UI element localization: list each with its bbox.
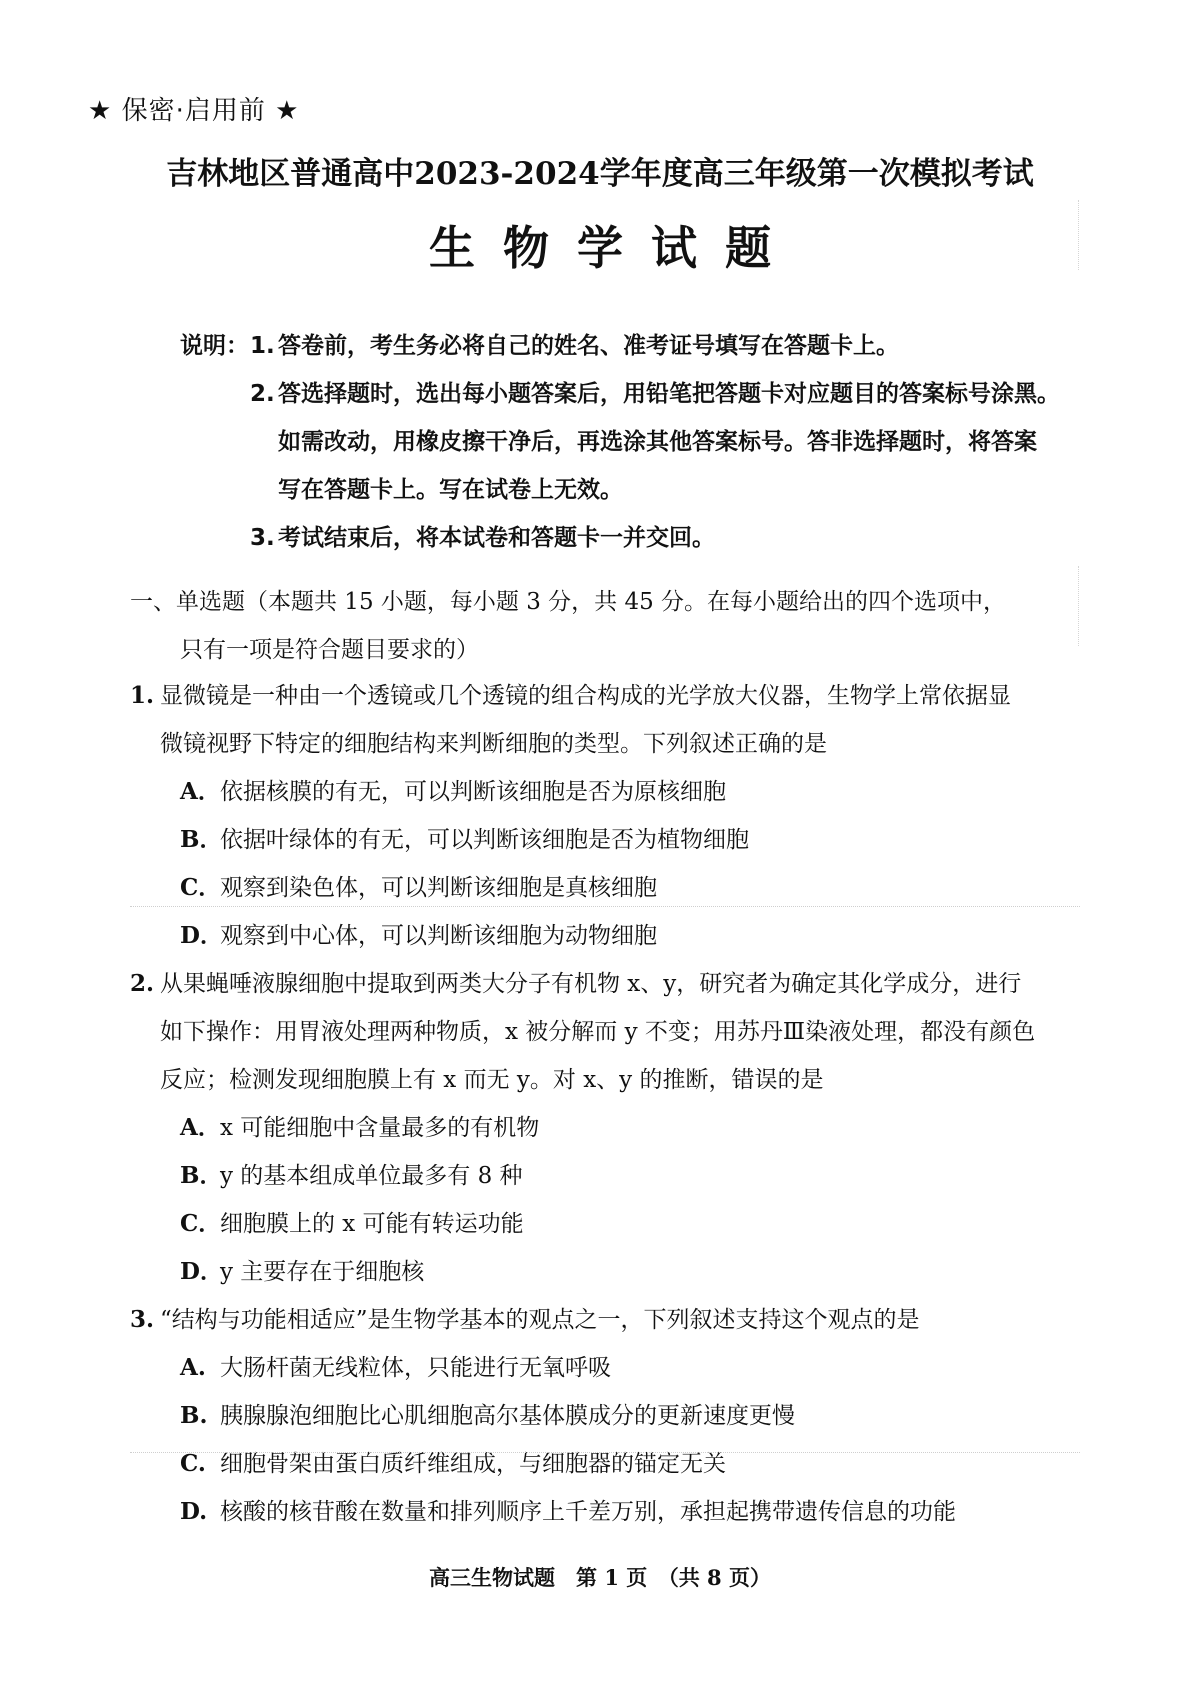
option-letter: A． xyxy=(180,1114,221,1141)
option-d xyxy=(130,912,1090,960)
option-d xyxy=(130,1248,1090,1296)
option-c xyxy=(130,1200,1090,1248)
scan-guide-line xyxy=(1078,566,1079,646)
option-text: 细胞骨架由蛋白质纤维组成，与细胞器的锚定无关 xyxy=(220,1451,726,1477)
option-text: y 的基本组成单位最多有 8 种 xyxy=(220,1163,523,1189)
instruction-number: 2. xyxy=(250,381,275,407)
option-a xyxy=(130,1344,1090,1392)
option-b xyxy=(130,1392,1090,1440)
instruction-continuation: 如需改动，用橡皮擦干净后，再选涂其他答案标号。答非选择题时，将答案 xyxy=(278,429,1037,455)
instruction-text: 考试结束后，将本试卷和答题卡一并交回。 xyxy=(278,525,715,551)
question-number: 2. xyxy=(130,970,155,997)
scan-guide-line xyxy=(1078,200,1079,270)
option-letter: B. xyxy=(180,1402,208,1429)
question-number: 1. xyxy=(130,682,155,709)
section-heading xyxy=(130,578,1090,674)
scan-guide-line xyxy=(130,1452,1080,1453)
option-c xyxy=(130,1440,1090,1488)
section-heading-line: 只有一项是符合题目要求的） xyxy=(180,637,479,663)
option-letter: C． xyxy=(180,874,222,901)
question-text-continuation: 微镜视野下特定的细胞结构来判断细胞的类型。下列叙述正确的是 xyxy=(160,731,827,757)
option-text: 大肠杆菌无线粒体，只能进行无氧呼吸 xyxy=(220,1355,611,1381)
instruction-item xyxy=(180,322,1100,370)
instruction-number: 3. xyxy=(250,525,275,551)
option-letter: D. xyxy=(180,1498,208,1525)
option-text: 依据叶绿体的有无，可以判断该细胞是否为植物细胞 xyxy=(220,827,749,853)
option-text: x 可能细胞中含量最多的有机物 xyxy=(220,1115,540,1141)
instruction-text: 答选择题时，选出每小题答案后，用铅笔把答题卡对应题目的答案标号涂黑。 xyxy=(278,381,1060,407)
exam-title: 吉林地区普通高中2023-2024学年度高三年级第一次模拟考试 xyxy=(166,156,1034,192)
question-text-continuation: 反应；检测发现细胞膜上有 x 而无 y。对 x、y 的推断，错误的是 xyxy=(160,1067,824,1093)
question-number: 3. xyxy=(130,1306,155,1333)
instruction-text: 答卷前，考生务必将自己的姓名、准考证号填写在答题卡上。 xyxy=(278,333,899,359)
option-text: 核酸的核苷酸在数量和排列顺序上千差万别，承担起携带遗传信息的功能 xyxy=(220,1499,956,1525)
question-1 xyxy=(130,672,1090,960)
option-c xyxy=(130,864,1090,912)
scan-guide-line xyxy=(130,906,1080,907)
option-letter: A． xyxy=(180,778,221,805)
question-stem xyxy=(130,1296,1090,1344)
instructions-label: 说明： xyxy=(180,333,249,359)
instruction-item xyxy=(180,514,1100,562)
option-a xyxy=(130,768,1090,816)
question-text: “结构与功能相适应”是生物学基本的观点之一，下列叙述支持这个观点的是 xyxy=(160,1307,920,1333)
question-list xyxy=(130,672,1090,1536)
question-2 xyxy=(130,960,1090,1296)
question-text: 从果蝇唾液腺细胞中提取到两类大分子有机物 x、y，研究者为确定其化学成分，进行 xyxy=(160,971,1022,997)
option-text: 细胞膜上的 x 可能有转运功能 xyxy=(220,1211,524,1237)
option-text: 依据核膜的有无，可以判断该细胞是否为原核细胞 xyxy=(220,779,726,805)
option-letter: D． xyxy=(180,922,223,949)
instruction-continuation: 写在答题卡上。写在试卷上无效。 xyxy=(278,477,623,503)
option-text: 观察到染色体，可以判断该细胞是真核细胞 xyxy=(220,875,657,901)
question-stem xyxy=(130,672,1090,720)
page-footer: 高三生物试题 第 1 页 （共 8 页） xyxy=(429,1565,771,1590)
option-letter: C. xyxy=(180,1450,206,1477)
option-letter: B． xyxy=(180,1162,223,1189)
question-stem xyxy=(130,960,1090,1008)
option-letter: A. xyxy=(180,1354,206,1381)
option-a xyxy=(130,1104,1090,1152)
option-letter: D． xyxy=(180,1258,223,1285)
question-3 xyxy=(130,1296,1090,1536)
subject-title: 生物学试题 xyxy=(429,221,799,275)
option-letter: B． xyxy=(180,826,223,853)
question-text-continuation: 如下操作：用胃液处理两种物质，x 被分解而 y 不变；用苏丹Ⅲ染液处理，都没有颜色 xyxy=(160,1019,1036,1045)
option-letter: C． xyxy=(180,1210,222,1237)
option-b xyxy=(130,816,1090,864)
instructions xyxy=(180,322,1100,562)
option-text: 胰腺腺泡细胞比心肌细胞高尔基体膜成分的更新速度更慢 xyxy=(220,1403,795,1429)
instruction-item xyxy=(180,370,1100,418)
option-d xyxy=(130,1488,1090,1536)
option-text: 观察到中心体，可以判断该细胞为动物细胞 xyxy=(220,923,657,949)
option-text: y 主要存在于细胞核 xyxy=(220,1259,425,1285)
question-text: 显微镜是一种由一个透镜或几个透镜的组合构成的光学放大仪器，生物学上常依据显 xyxy=(160,683,1011,709)
section-heading-line: 一、单选题（本题共 15 小题，每小题 3 分，共 45 分。在每小题给出的四个选项中， xyxy=(130,589,1007,615)
confidential-mark: ★ 保密·启用前 ★ xyxy=(88,96,300,126)
option-b xyxy=(130,1152,1090,1200)
instruction-number: 1. xyxy=(250,333,275,359)
